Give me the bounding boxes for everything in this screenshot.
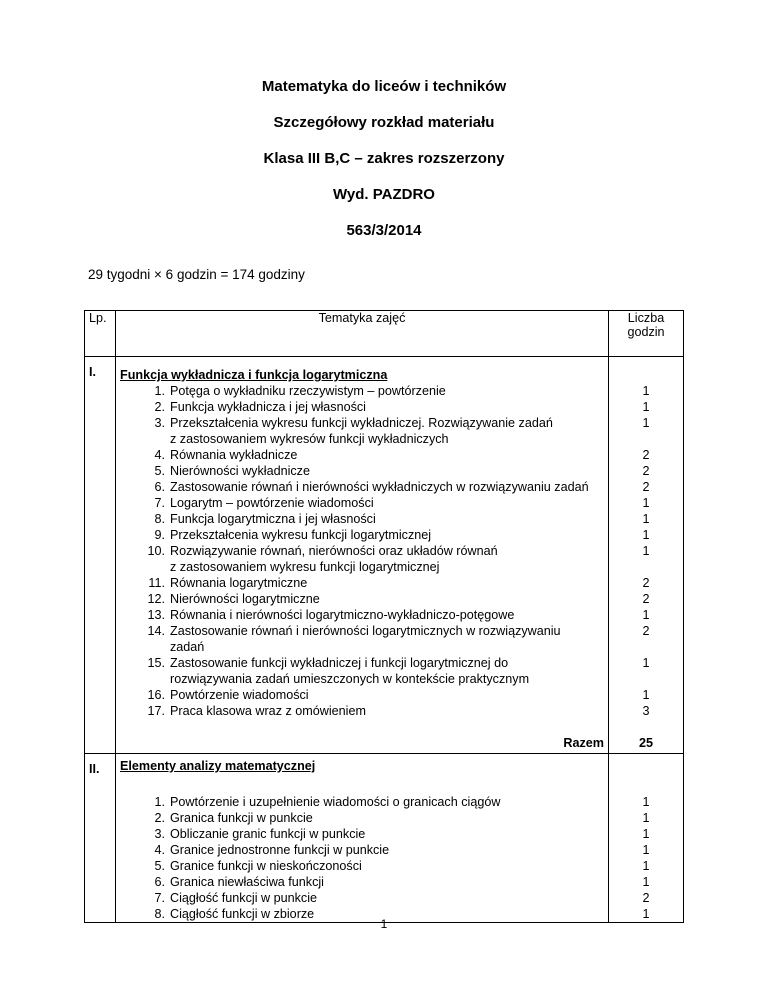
header-hours-line-1: Liczba xyxy=(627,311,665,325)
item-number: 7. xyxy=(154,496,165,510)
list-item xyxy=(120,399,608,415)
item-text-line: Granica funkcji w punkcie xyxy=(170,811,313,825)
section-lp: II. xyxy=(85,754,116,923)
list-item xyxy=(120,842,608,858)
item-text-line: Granice jednostronne funkcji w punkcie xyxy=(170,843,390,857)
item-number: 5. xyxy=(154,464,165,478)
item-number: 7. xyxy=(154,891,165,905)
hours-value: 2 xyxy=(642,480,650,494)
list-item xyxy=(120,874,608,890)
section-row xyxy=(85,754,684,923)
item-text-line: Równania i nierówności logarytmiczno-wykładniczo-potęgowe xyxy=(170,608,515,622)
item-text-line: Zastosowanie równań i nierówności wykładniczych w rozwiązywaniu zadań xyxy=(170,480,589,494)
item-text-line: Nierówności wykładnicze xyxy=(170,464,310,478)
list-item xyxy=(120,479,608,495)
item-text-line: Powtórzenie i uzupełnienie wiadomości o granicach ciągów xyxy=(170,795,501,809)
item-text xyxy=(170,810,608,826)
item-number: 16. xyxy=(147,688,165,702)
item-text xyxy=(170,575,608,591)
item-text xyxy=(170,415,608,447)
item-text-line: Praca klasowa wraz z omówieniem xyxy=(170,704,366,718)
item-text xyxy=(170,383,608,399)
title-line-5: 563/3/2014 xyxy=(346,222,422,239)
item-number: 13. xyxy=(147,608,165,622)
section-title: Elementy analizy matematycznej xyxy=(120,759,316,773)
hours-value: 1 xyxy=(642,384,650,398)
item-number: 8. xyxy=(154,512,165,526)
list-item xyxy=(120,591,608,607)
hours-value: 1 xyxy=(642,400,650,414)
item-text xyxy=(170,874,608,890)
section-title: Funkcja wykładnicza i funkcja logarytmiczna xyxy=(120,368,388,382)
list-item xyxy=(120,575,608,591)
spacer xyxy=(609,559,683,575)
document-titles xyxy=(0,76,768,256)
spacer xyxy=(609,671,683,687)
item-text xyxy=(170,399,608,415)
item-text xyxy=(170,543,608,575)
item-number: 1. xyxy=(154,795,165,809)
spacer xyxy=(609,367,683,383)
item-number: 1. xyxy=(154,384,165,398)
item-text-line: Obliczanie granic funkcji w punkcie xyxy=(170,827,366,841)
hours-value: 1 xyxy=(642,907,650,921)
item-text-line: Funkcja logarytmiczna i jej własności xyxy=(170,512,376,526)
item-text xyxy=(170,655,608,687)
item-number: 3. xyxy=(154,416,165,430)
page-number: 1 xyxy=(380,917,388,931)
item-text xyxy=(170,858,608,874)
hours-value: 1 xyxy=(642,843,650,857)
item-number: 8. xyxy=(154,907,165,921)
list-item xyxy=(120,858,608,874)
list-item xyxy=(120,607,608,623)
hours-value: 1 xyxy=(642,656,650,670)
list-item xyxy=(120,810,608,826)
item-text-line: Potęga o wykładniku rzeczywistym – powtórzenie xyxy=(170,384,446,398)
item-number: 2. xyxy=(154,400,165,414)
title-line-1: Matematyka do liceów i techników xyxy=(261,78,507,95)
item-number: 17. xyxy=(147,704,165,718)
item-text-line: Nierówności logarytmiczne xyxy=(170,592,320,606)
item-text-line: Zastosowanie funkcji wykładniczej i funkcji logarytmicznej do xyxy=(170,656,509,670)
hours-value: 2 xyxy=(642,576,650,590)
item-number: 3. xyxy=(154,827,165,841)
title-line-3: Klasa III B,C – zakres rozszerzony xyxy=(263,150,505,167)
item-text-line: Granica niewłaściwa funkcji xyxy=(170,875,324,889)
item-text xyxy=(170,842,608,858)
item-text xyxy=(170,447,608,463)
item-text-line: Przekształcenia wykresu funkcji logarytmicznej xyxy=(170,528,432,542)
item-text xyxy=(170,703,608,719)
item-text xyxy=(170,527,608,543)
item-number: 14. xyxy=(147,624,165,638)
item-text-line: Równania logarytmiczne xyxy=(170,576,308,590)
item-text-line: z zastosowaniem wykresów funkcji wykładniczych xyxy=(170,432,449,446)
section-lp: I. xyxy=(85,357,116,754)
item-text-line: Ciągłość funkcji w punkcie xyxy=(170,891,317,905)
item-text-line: z zastosowaniem wykresu funkcji logarytmicznej xyxy=(170,560,440,574)
item-text xyxy=(170,591,608,607)
hours-value: 1 xyxy=(642,827,650,841)
list-item xyxy=(120,447,608,463)
list-item xyxy=(120,383,608,399)
topic-list xyxy=(116,794,608,922)
hours-value: 2 xyxy=(642,624,650,638)
table-header-row xyxy=(85,311,684,357)
title-line-4: Wyd. PAZDRO xyxy=(333,186,435,203)
hours-value: 1 xyxy=(642,875,650,889)
section-total-label: Razem xyxy=(563,736,604,750)
item-text xyxy=(170,607,608,623)
item-text xyxy=(170,495,608,511)
spacer xyxy=(609,758,683,794)
list-item xyxy=(120,890,608,906)
header-topic: Tematyka zajęć xyxy=(116,311,609,357)
item-text xyxy=(170,511,608,527)
list-item xyxy=(120,655,608,687)
list-item xyxy=(120,623,608,655)
section-hours xyxy=(609,754,684,923)
hours-value: 2 xyxy=(642,464,650,478)
hours-value: 1 xyxy=(642,512,650,526)
hours-value: 1 xyxy=(642,528,650,542)
hours-value: 1 xyxy=(642,496,650,510)
item-text-line: Równania wykładnicze xyxy=(170,448,298,462)
item-number: 6. xyxy=(154,480,165,494)
section-topics xyxy=(116,357,609,754)
list-item xyxy=(120,687,608,703)
section-total-hours: 25 xyxy=(638,736,653,750)
header-hours-line-2: godzin xyxy=(627,325,665,339)
hours-value: 1 xyxy=(642,688,650,702)
item-text-line: Przekształcenia wykresu funkcji wykładniczej. Rozwiązywanie zadań xyxy=(170,416,553,430)
item-text xyxy=(170,463,608,479)
item-number: 5. xyxy=(154,859,165,873)
item-number: 10. xyxy=(147,544,165,558)
hours-value: 1 xyxy=(642,795,650,809)
header-hours xyxy=(609,311,684,357)
item-text-line: Powtórzenie wiadomości xyxy=(170,688,309,702)
item-text xyxy=(170,826,608,842)
item-text xyxy=(170,623,608,655)
spacer xyxy=(609,639,683,655)
list-item xyxy=(120,495,608,511)
title-line-2: Szczegółowy rozkład materiału xyxy=(273,114,495,131)
item-number: 12. xyxy=(147,592,165,606)
section-topics xyxy=(116,754,609,923)
hours-value: 1 xyxy=(642,416,650,430)
spacer xyxy=(609,431,683,447)
item-text-line: Funkcja wykładnicza i jej własności xyxy=(170,400,366,414)
hours-value: 2 xyxy=(642,891,650,905)
list-item xyxy=(120,415,608,447)
item-number: 2. xyxy=(154,811,165,825)
item-number: 11. xyxy=(148,576,165,590)
topic-list xyxy=(116,383,608,719)
list-item xyxy=(120,543,608,575)
list-item xyxy=(120,703,608,719)
item-number: 6. xyxy=(154,875,165,889)
item-number: 4. xyxy=(154,843,165,857)
header-lp: Lp. xyxy=(85,311,116,357)
list-item xyxy=(120,511,608,527)
hours-summary: 29 tygodni × 6 godzin = 174 godziny xyxy=(88,267,305,282)
list-item xyxy=(120,527,608,543)
hours-value: 2 xyxy=(642,448,650,462)
curriculum-table xyxy=(84,310,684,923)
hours-value: 2 xyxy=(642,592,650,606)
hours-value: 1 xyxy=(642,544,650,558)
section-row xyxy=(85,357,684,754)
item-text-line: Logarytm – powtórzenie wiadomości xyxy=(170,496,374,510)
list-item xyxy=(120,826,608,842)
item-text-line: zadań xyxy=(170,640,205,654)
spacer xyxy=(116,774,608,794)
item-text-line: Granice funkcji w nieskończoności xyxy=(170,859,362,873)
section-hours xyxy=(609,357,684,754)
item-text-line: Ciągłość funkcji w zbiorze xyxy=(170,907,315,921)
list-item xyxy=(120,463,608,479)
item-number: 4. xyxy=(154,448,165,462)
item-text xyxy=(170,890,608,906)
item-text-line: Zastosowanie równań i nierówności logarytmicznych w rozwiązywaniu xyxy=(170,624,561,638)
hours-value: 1 xyxy=(642,811,650,825)
item-text-line: rozwiązywania zadań umieszczonych w kontekście praktycznym xyxy=(170,672,530,686)
hours-value: 3 xyxy=(642,704,650,718)
hours-value: 1 xyxy=(642,859,650,873)
item-text xyxy=(170,687,608,703)
item-number: 15. xyxy=(147,656,165,670)
hours-value: 1 xyxy=(642,608,650,622)
item-text-line: Rozwiązywanie równań, nierówności oraz układów równań xyxy=(170,544,498,558)
list-item xyxy=(120,794,608,810)
item-number: 9. xyxy=(154,528,165,542)
item-text xyxy=(170,794,608,810)
item-text xyxy=(170,479,608,495)
